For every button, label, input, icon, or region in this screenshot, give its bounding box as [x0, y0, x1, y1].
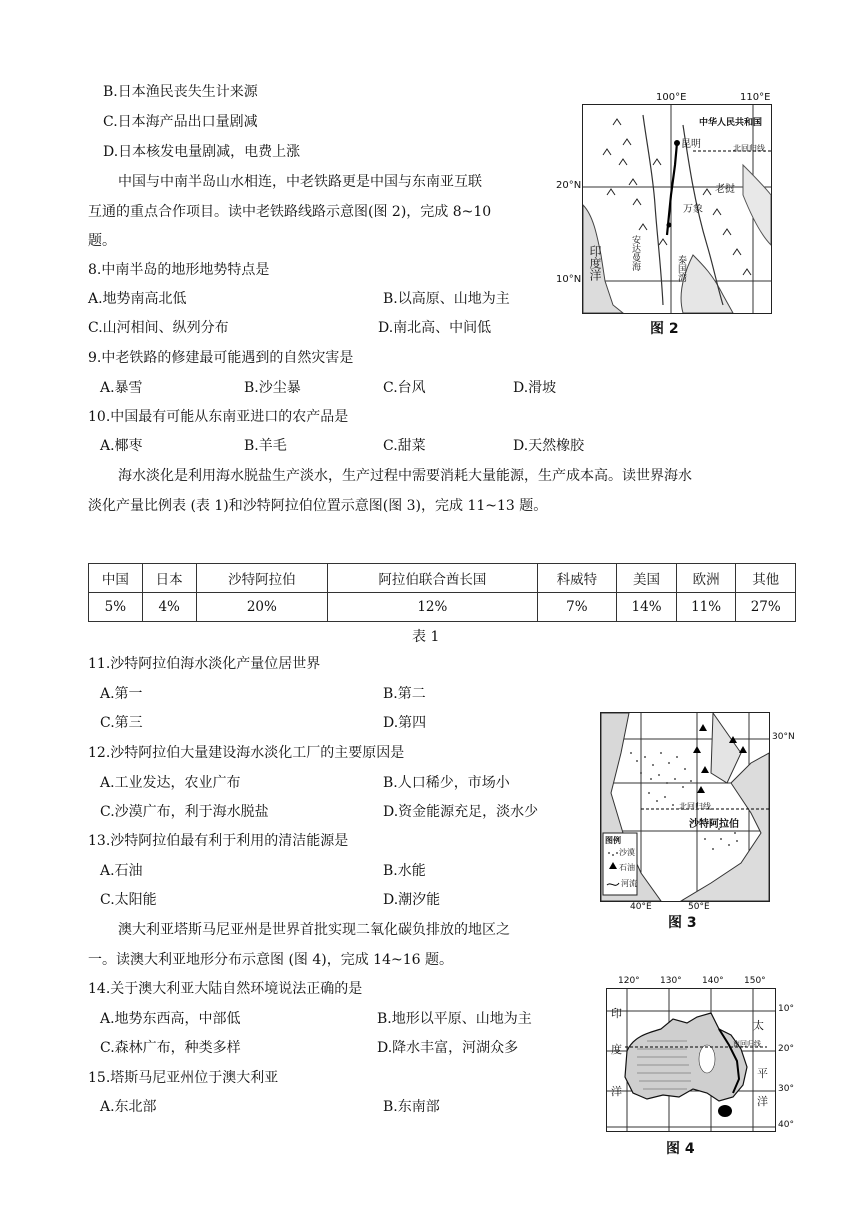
q13-option-c: C.太阳能	[100, 892, 157, 908]
q13-option-d: D.潮汐能	[383, 892, 441, 908]
intro-11-13-line1: 海水淡化是利用海水脱盐生产淡水，生产过程中需要消耗大量能源，生产成本高。读世界海水	[118, 468, 692, 484]
fig3-legend-desert: 沙漠	[619, 848, 635, 857]
fig2-lat-10: 10°N	[556, 274, 582, 285]
q14-stem: 14.关于澳大利亚大陆自然环境说法正确的是	[88, 981, 363, 997]
fig4-lat-40: 40°	[778, 1120, 794, 1130]
fig4-label-indian-1: 印	[611, 1007, 622, 1020]
table-header-cell: 其他	[736, 564, 796, 593]
table-value-cell: 20%	[196, 593, 328, 622]
q12-option-c: C.沙漠广布，利于海水脱盐	[100, 804, 269, 820]
q8-option-d: D.南北高、中间低	[378, 320, 492, 336]
table-value-cell: 27%	[736, 593, 796, 622]
q11-option-a: A.第一	[100, 686, 143, 702]
q12-option-d: D.资金能源充足，淡水少	[383, 804, 539, 820]
q12-option-b: B.人口稀少，市场小	[383, 775, 510, 791]
figure-4-caption: 图 4	[666, 1141, 695, 1157]
figure-4-drawing	[607, 989, 775, 1131]
fig3-lon-50: 50°E	[688, 902, 710, 912]
q8-option-c: C.山河相间、纵列分布	[88, 320, 229, 336]
figure-2-caption: 图 2	[650, 321, 679, 337]
q8-option-a: A.地势南高北低	[88, 291, 187, 307]
table-value-row	[89, 593, 796, 622]
fig4-lat-30: 30°	[778, 1084, 794, 1094]
table-value-cell: 12%	[328, 593, 537, 622]
fig4-label-pacific-2: 平	[757, 1067, 768, 1080]
q14-option-a: A.地势东西高，中部低	[100, 1011, 241, 1027]
fig3-label-tropic: 北回归线	[679, 802, 711, 811]
fig2-lon-100: 100°E	[656, 92, 687, 103]
table-header-cell: 沙特阿拉伯	[196, 564, 328, 593]
figure-2-map	[582, 104, 772, 314]
fig4-label-pacific-1: 太	[753, 1019, 764, 1032]
table-1-caption: 表 1	[412, 629, 440, 645]
q10-option-d: D.天然橡胶	[513, 438, 585, 454]
q15-option-b: B.东南部	[383, 1099, 440, 1115]
q12-stem: 12.沙特阿拉伯大量建设海水淡化工厂的主要原因是	[88, 745, 405, 761]
fig2-label-kunming: 昆明	[681, 139, 701, 150]
fig2-lon-110: 110°E	[740, 92, 771, 103]
fig4-lon-140: 140°	[702, 976, 724, 986]
q15-option-a: A.东北部	[100, 1099, 157, 1115]
fig3-legend-river: 河流	[621, 879, 637, 888]
fig2-label-vientiane: 万象	[683, 204, 703, 215]
intro-11-13-line2: 淡化产量比例表 (表 1)和沙特阿拉伯位置示意图(图 3)，完成 11~13 题。	[88, 498, 548, 514]
q7-option-b: B.日本渔民丧失生计来源	[103, 84, 258, 100]
q8-stem: 8.中南半岛的地形地势特点是	[88, 262, 270, 278]
table-header-cell: 阿拉伯联合酋长国	[328, 564, 537, 593]
fig4-label-indian-2: 度	[611, 1043, 622, 1056]
table-header-cell: 美国	[617, 564, 677, 593]
figure-4-map	[606, 988, 776, 1132]
q10-option-c: C.甜菜	[383, 438, 426, 454]
table-value-cell: 14%	[617, 593, 677, 622]
table-value-cell: 7%	[537, 593, 617, 622]
figure-3-caption: 图 3	[668, 915, 697, 931]
fig3-lat-30: 30°N	[772, 732, 795, 742]
table-1	[88, 563, 796, 622]
table-header-cell: 科威特	[537, 564, 617, 593]
table-header-cell: 欧洲	[676, 564, 736, 593]
q9-option-a: A.暴雪	[100, 380, 143, 396]
q15-stem: 15.塔斯马尼亚州位于澳大利亚	[88, 1070, 279, 1086]
table-header-cell: 中国	[89, 564, 143, 593]
q11-stem: 11.沙特阿拉伯海水淡化产量位居世界	[88, 656, 321, 672]
q13-option-a: A.石油	[100, 863, 143, 879]
q12-option-a: A.工业发达，农业广布	[100, 775, 241, 791]
intro-8-10-line2: 互通的重点合作项目。读中老铁路线路示意图(图 2)，完成 8~10	[88, 204, 492, 220]
q14-option-d: D.降水丰富，河湖众多	[377, 1040, 519, 1056]
fig4-label-indian-3: 洋	[611, 1085, 622, 1098]
fig4-lon-120: 120°	[618, 976, 640, 986]
fig2-label-laos: 老挝	[715, 184, 735, 195]
fig4-lat-20: 20°	[778, 1044, 794, 1054]
q8-option-b: B.以高原、山地为主	[383, 291, 510, 307]
q11-option-b: B.第二	[383, 686, 426, 702]
q11-option-d: D.第四	[383, 715, 427, 731]
q9-stem: 9.中老铁路的修建最可能遇到的自然灾害是	[88, 350, 354, 366]
q14-option-c: C.森林广布，种类多样	[100, 1040, 241, 1056]
q10-option-b: B.羊毛	[244, 438, 287, 454]
fig4-label-pacific-3: 洋	[757, 1095, 768, 1108]
fig4-lat-10: 10°	[778, 1004, 794, 1014]
fig3-lon-40: 40°E	[630, 902, 652, 912]
table-value-cell: 5%	[89, 593, 143, 622]
fig2-label-indian-ocean: 印度洋	[588, 245, 602, 281]
fig2-label-china: 中华人民共和国	[699, 118, 763, 128]
fig4-label-tropic: 南回归线	[733, 1040, 761, 1048]
intro-14-16-line2: 一。读澳大利亚地形分布示意图 (图 4)，完成 14~16 题。	[88, 952, 453, 968]
q14-option-b: B.地形以平原、山地为主	[377, 1011, 532, 1027]
table-header-cell: 日本	[142, 564, 196, 593]
q7-option-c: C.日本海产品出口量剧减	[103, 114, 258, 130]
fig2-label-thailand-gulf: 泰国湾	[676, 255, 686, 282]
table-value-cell: 11%	[676, 593, 736, 622]
q10-stem: 10.中国最有可能从东南亚进口的农产品是	[88, 409, 349, 425]
fig3-label-saudi: 沙特阿拉伯	[689, 819, 739, 830]
intro-14-16-line1: 澳大利亚塔斯马尼亚州是世界首批实现二氧化碳负排放的地区之	[118, 922, 510, 938]
fig2-label-tropic: 北回归线	[733, 144, 765, 153]
q13-option-b: B.水能	[383, 863, 426, 879]
intro-8-10-line1: 中国与中南半岛山水相连，中老铁路更是中国与东南亚互联	[118, 174, 482, 190]
fig4-lon-130: 130°	[660, 976, 682, 986]
q9-option-c: C.台风	[383, 380, 426, 396]
q11-option-c: C.第三	[100, 715, 143, 731]
intro-8-10-line3: 题。	[88, 233, 116, 249]
figure-3-map	[600, 712, 770, 902]
table-value-cell: 4%	[142, 593, 196, 622]
fig2-lat-20: 20°N	[556, 180, 582, 191]
fig3-legend-oil: 石油	[619, 863, 635, 872]
fig4-lon-150: 150°	[744, 976, 766, 986]
q10-option-a: A.椰枣	[100, 438, 143, 454]
table-header-row	[89, 564, 796, 593]
fig3-legend-title: 图例	[605, 836, 621, 845]
q7-option-d: D.日本核发电量剧减，电费上涨	[103, 144, 301, 160]
q9-option-d: D.滑坡	[513, 380, 557, 396]
q13-stem: 13.沙特阿拉伯最有利于利用的清洁能源是	[88, 833, 349, 849]
fig2-label-andaman: 安达曼海	[630, 235, 640, 271]
q9-option-b: B.沙尘暴	[244, 380, 301, 396]
